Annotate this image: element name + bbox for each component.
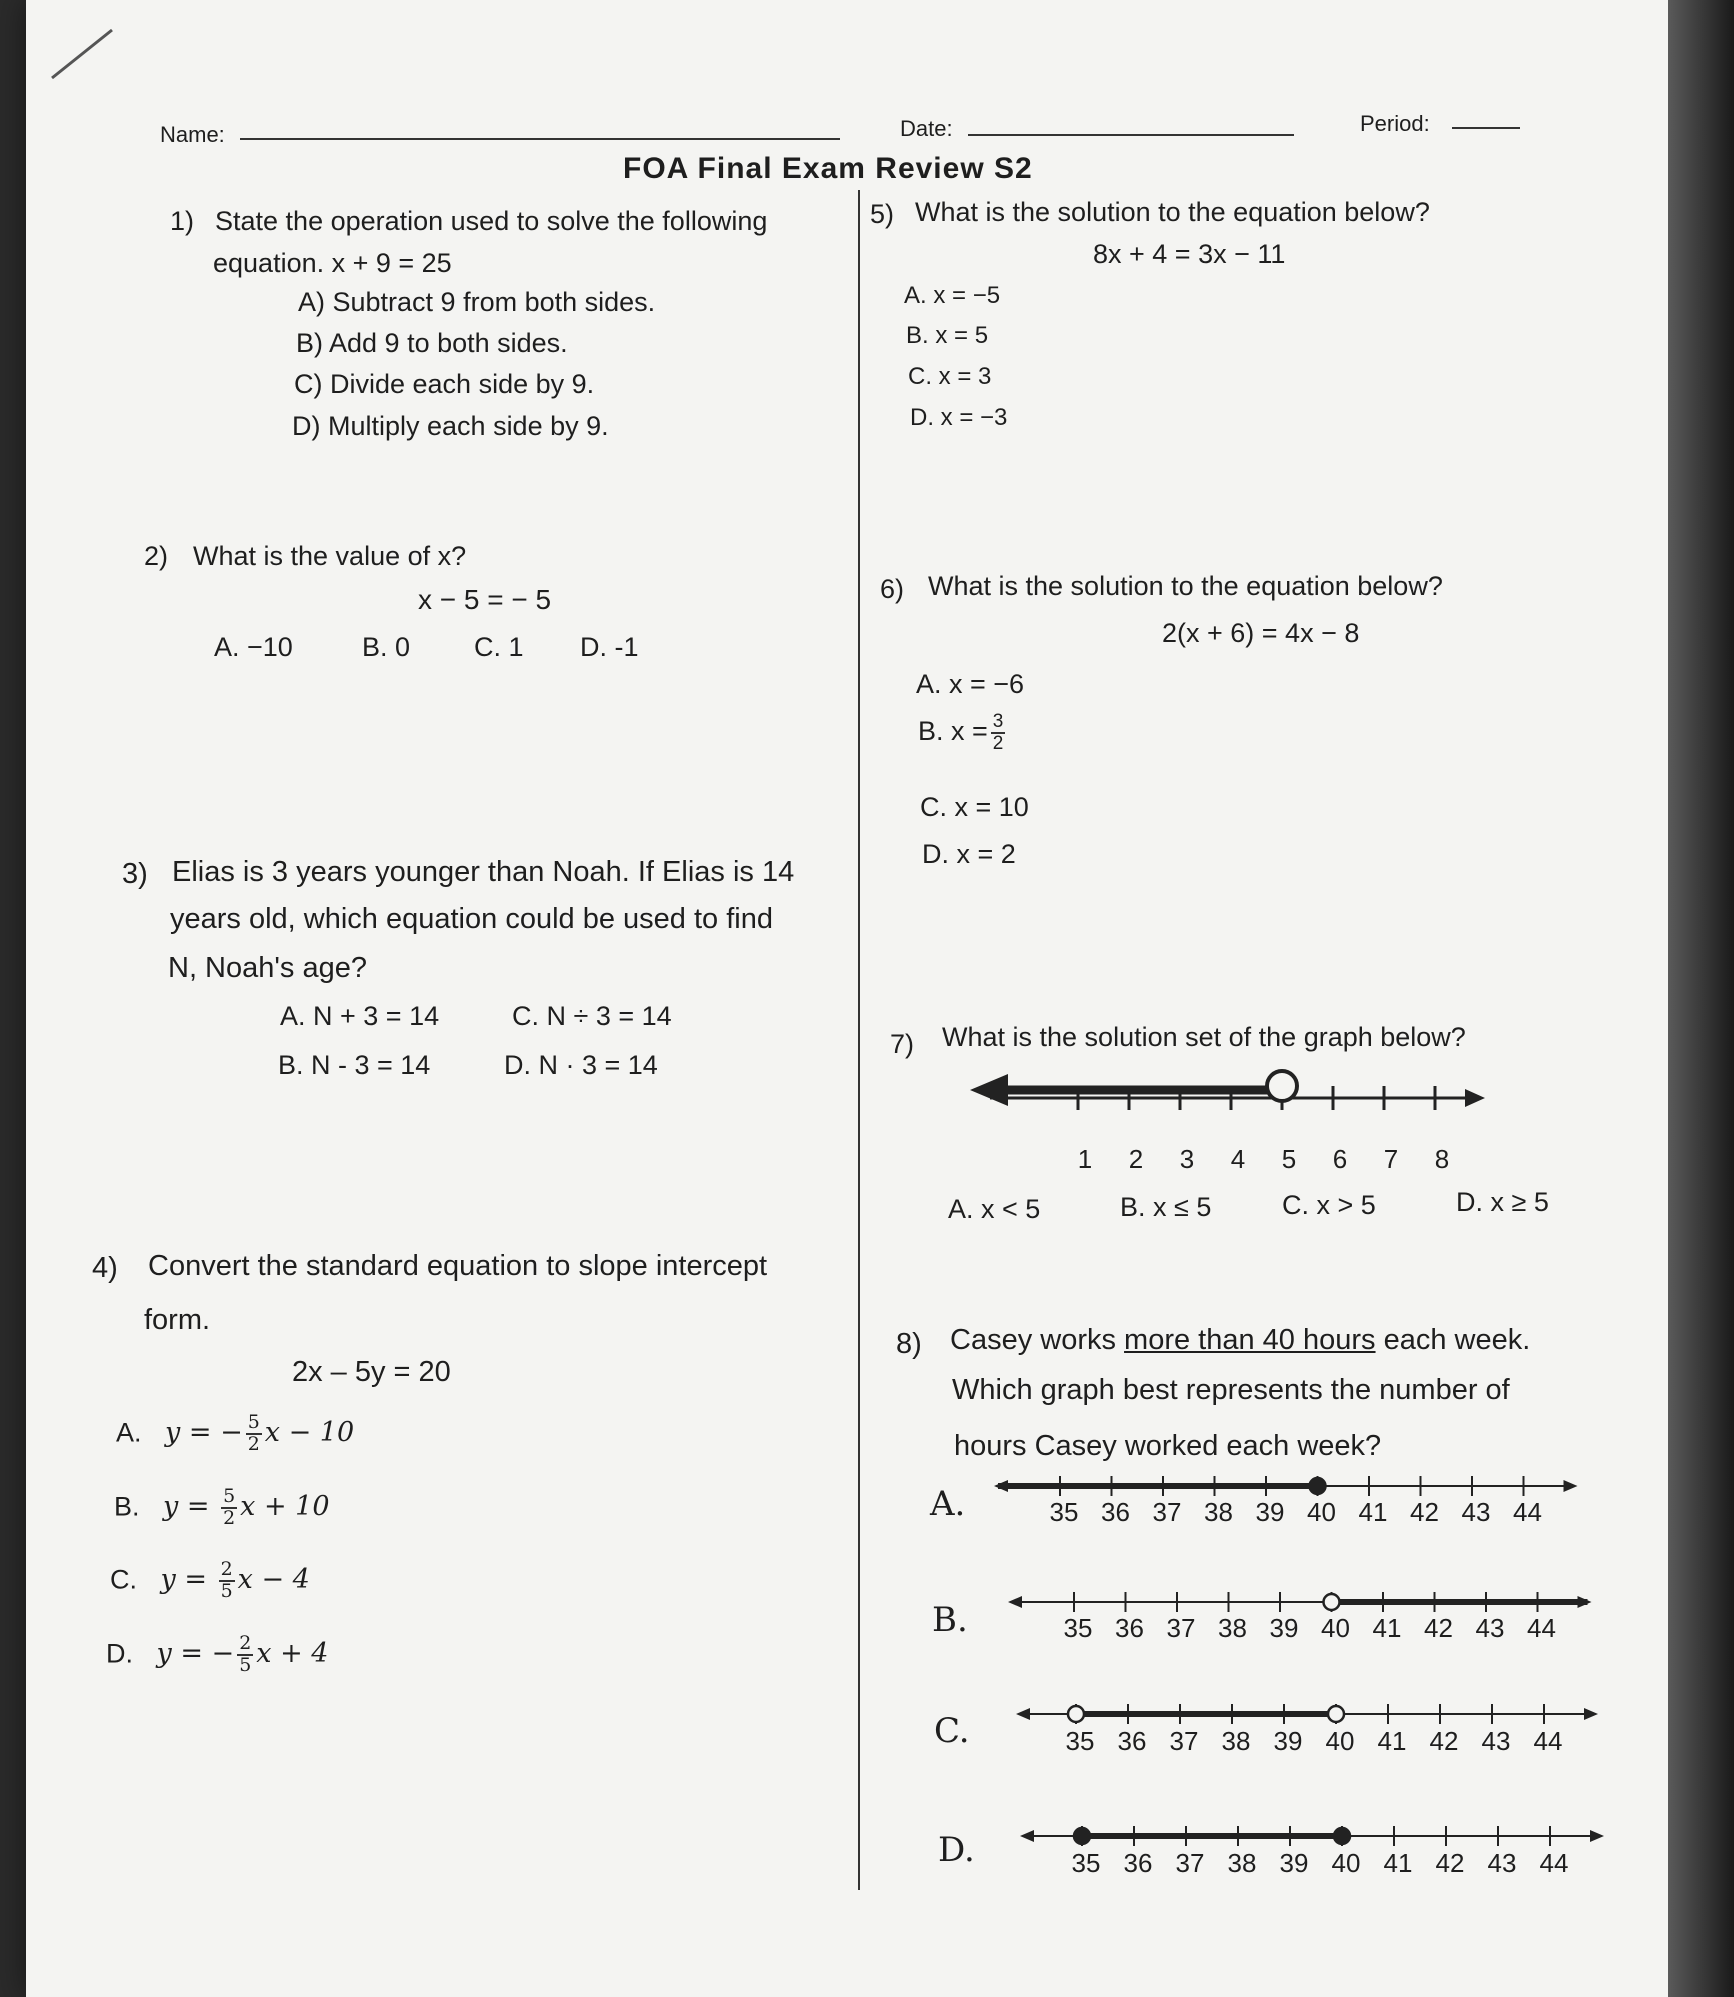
q8-graph-a-label-35: 35 bbox=[1049, 1497, 1079, 1527]
q8-graph-d-label-40: 40 bbox=[1331, 1848, 1361, 1878]
q1-option-a[interactable]: A) Subtract 9 from both sides. bbox=[298, 287, 656, 317]
q7-label-4: 4 bbox=[1230, 1144, 1246, 1174]
q4-option-a-letter: A. bbox=[116, 1417, 142, 1448]
q3-number: 3) bbox=[122, 858, 148, 890]
q1-option-b[interactable]: B) Add 9 to both sides. bbox=[296, 328, 568, 358]
q8-graph-b-point-40 bbox=[1324, 1594, 1340, 1610]
q8-graph-d-point-35 bbox=[1074, 1828, 1090, 1844]
q7-right-arrow bbox=[1465, 1089, 1485, 1107]
q8-graph-d-label-43: 43 bbox=[1487, 1848, 1517, 1878]
q7-option-a[interactable]: A. x < 5 bbox=[948, 1194, 1041, 1224]
q8-graph-a-label-39: 39 bbox=[1255, 1497, 1285, 1527]
q8-graph-d-label-42: 42 bbox=[1435, 1848, 1465, 1878]
q1-number: 1) bbox=[170, 206, 195, 236]
q8-graph-d-label-35: 35 bbox=[1071, 1848, 1101, 1878]
q8-graph-d-label-38: 38 bbox=[1227, 1848, 1257, 1878]
q7-label-3: 3 bbox=[1179, 1144, 1195, 1174]
q8-graph-a-label-43: 43 bbox=[1461, 1497, 1491, 1527]
q3-line2: years old, which equation could be used to find bbox=[170, 903, 773, 935]
q4-line1: Convert the standard equation to slope intercept bbox=[148, 1250, 768, 1282]
q1-option-c[interactable]: C) Divide each side by 9. bbox=[294, 369, 595, 399]
q6-question: What is the solution to the equation below? bbox=[928, 571, 1443, 601]
q6-option-d[interactable]: D. x = 2 bbox=[922, 839, 1016, 869]
q2-option-a[interactable]: A. −10 bbox=[214, 632, 293, 662]
q4-option-b-den: 2 bbox=[223, 1506, 236, 1529]
q4-option-c-letter: C. bbox=[110, 1564, 137, 1595]
q8-graph-a-label-36: 36 bbox=[1101, 1497, 1130, 1527]
q7-left-arrow bbox=[970, 1074, 1008, 1106]
q8-graph-a-label-44: 44 bbox=[1513, 1497, 1542, 1527]
pencil-mark bbox=[50, 28, 120, 88]
q2-option-c[interactable]: C. 1 bbox=[474, 632, 524, 662]
q5-equation: 8x + 4 = 3x − 11 bbox=[1093, 239, 1286, 269]
q8-line1 bbox=[950, 1323, 1530, 1358]
q1-line2: equation. x + 9 = 25 bbox=[213, 248, 452, 278]
q7-label-6: 6 bbox=[1332, 1144, 1348, 1174]
q8-graph-c-label-42: 42 bbox=[1429, 1726, 1459, 1756]
name-label: Name: bbox=[160, 122, 225, 147]
q4-option-c-prefix: y = bbox=[160, 1564, 216, 1596]
q8-graph-b-label-38: 38 bbox=[1218, 1613, 1247, 1643]
q7-option-d[interactable]: D. x ≥ 5 bbox=[1456, 1187, 1549, 1217]
q7-label-5: 5 bbox=[1281, 1144, 1297, 1174]
q2-option-d[interactable]: D. -1 bbox=[580, 632, 639, 662]
desk-background bbox=[1668, 0, 1734, 1997]
q8-graph-d-label-44: 44 bbox=[1539, 1848, 1569, 1878]
q7-label-1: 1 bbox=[1077, 1144, 1093, 1174]
q2-option-b[interactable]: B. 0 bbox=[362, 632, 411, 662]
q8-graph-b[interactable] bbox=[1018, 1582, 1608, 1622]
q8-graph-d-right-arrow bbox=[1590, 1830, 1604, 1842]
q8-line1-underlined: more than 40 hours bbox=[1124, 1324, 1376, 1356]
q7-number: 7) bbox=[890, 1029, 915, 1059]
q4-option-a[interactable] bbox=[116, 1413, 354, 1455]
q2-number: 2) bbox=[144, 541, 169, 571]
q4-option-c-suffix: x − 4 bbox=[237, 1564, 310, 1596]
q8-graph-c-label-41: 41 bbox=[1377, 1726, 1407, 1756]
q5-option-b[interactable]: B. x = 5 bbox=[906, 322, 989, 349]
period-blank[interactable] bbox=[1452, 127, 1520, 129]
q4-option-a-suffix: x − 10 bbox=[264, 1417, 355, 1449]
q6-equation: 2(x + 6) = 4x − 8 bbox=[1162, 618, 1360, 648]
q7-label-7: 7 bbox=[1383, 1144, 1399, 1174]
q4-option-a-prefix: y = − bbox=[165, 1417, 243, 1449]
q4-option-d-letter: D. bbox=[106, 1638, 133, 1669]
q8-graph-b-label-40: 40 bbox=[1321, 1613, 1350, 1643]
q3-option-b[interactable]: B. N - 3 = 14 bbox=[278, 1050, 431, 1080]
q4-option-d-den: 5 bbox=[239, 1653, 252, 1676]
q4-option-d-prefix: y = − bbox=[156, 1638, 235, 1670]
q7-question: What is the solution set of the graph below? bbox=[942, 1022, 1466, 1052]
q4-option-a-den: 2 bbox=[247, 1432, 260, 1455]
q8-option-a-letter[interactable]: A. bbox=[930, 1484, 966, 1524]
period-label: Period: bbox=[1360, 111, 1430, 136]
q4-number: 4) bbox=[92, 1252, 118, 1284]
q4-option-c[interactable] bbox=[110, 1560, 310, 1602]
q8-graph-a-point-40 bbox=[1310, 1478, 1326, 1494]
q8-graph-d-point-40 bbox=[1334, 1828, 1350, 1844]
q8-graph-c-label-36: 36 bbox=[1117, 1726, 1147, 1756]
q8-graph-a-label-37: 37 bbox=[1152, 1497, 1182, 1527]
q1-option-d[interactable]: D) Multiply each side by 9. bbox=[292, 411, 609, 441]
q7-option-b[interactable]: B. x ≤ 5 bbox=[1120, 1192, 1212, 1222]
q8-graph-c-label-35: 35 bbox=[1065, 1726, 1095, 1756]
q4-option-a-num: 5 bbox=[247, 1411, 260, 1433]
q8-line2: Which graph best represents the number of bbox=[952, 1374, 1510, 1406]
q5-option-c[interactable]: C. x = 3 bbox=[908, 363, 992, 390]
q8-option-b-letter[interactable]: B. bbox=[932, 1600, 968, 1640]
q3-option-c[interactable]: C. N ÷ 3 = 14 bbox=[512, 1001, 672, 1031]
q8-graph-c-label-44: 44 bbox=[1533, 1726, 1563, 1756]
q4-option-b[interactable] bbox=[114, 1487, 330, 1529]
q4-option-d-num: 2 bbox=[239, 1632, 252, 1654]
q8-line3: hours Casey worked each week? bbox=[954, 1430, 1382, 1462]
q8-graph-a-label-42: 42 bbox=[1410, 1497, 1439, 1527]
q5-option-d[interactable]: D. x = −3 bbox=[910, 404, 1008, 431]
q6-option-b-den: 2 bbox=[992, 732, 1004, 754]
q8-option-c-letter[interactable]: C. bbox=[934, 1711, 970, 1751]
page-title: FOA Final Exam Review S2 bbox=[623, 152, 1033, 185]
q6-option-c[interactable]: C. x = 10 bbox=[920, 792, 1029, 822]
q6-option-b-num: 3 bbox=[992, 711, 1004, 732]
q7-label-2: 2 bbox=[1128, 1144, 1144, 1174]
q8-graph-b-label-44: 44 bbox=[1527, 1613, 1556, 1643]
q8-option-d-letter[interactable]: D. bbox=[938, 1830, 975, 1870]
q8-graph-b-label-35: 35 bbox=[1063, 1613, 1093, 1643]
q3-option-d[interactable]: D. N · 3 = 14 bbox=[504, 1050, 658, 1080]
q8-graph-d-label-41: 41 bbox=[1383, 1848, 1413, 1878]
q3-line1: Elias is 3 years younger than Noah. If Elias is 14 bbox=[172, 856, 795, 888]
q8-graph-b-label-37: 37 bbox=[1166, 1613, 1196, 1643]
q6-option-a[interactable]: A. x = −6 bbox=[916, 669, 1025, 699]
q7-option-c[interactable]: C. x > 5 bbox=[1282, 1190, 1376, 1220]
q4-option-b-prefix: y = bbox=[163, 1491, 219, 1523]
column-divider bbox=[858, 190, 860, 1890]
q8-graph-c-point-35 bbox=[1068, 1706, 1084, 1722]
q8-graph-c-label-43: 43 bbox=[1481, 1726, 1511, 1756]
q8-graph-c-point-40 bbox=[1328, 1706, 1344, 1722]
q8-graph-d-label-39: 39 bbox=[1279, 1848, 1309, 1878]
q8-graph-b-label-42: 42 bbox=[1424, 1613, 1453, 1643]
q8-graph-c-label-39: 39 bbox=[1273, 1726, 1303, 1756]
q8-graph-c-label-37: 37 bbox=[1169, 1726, 1199, 1756]
date-blank[interactable] bbox=[968, 134, 1294, 136]
q4-line2: form. bbox=[144, 1304, 211, 1336]
q2-equation: x − 5 = − 5 bbox=[418, 584, 552, 615]
q8-graph-d[interactable] bbox=[1030, 1816, 1620, 1856]
q6-number: 6) bbox=[880, 574, 905, 604]
q5-number: 5) bbox=[870, 199, 895, 229]
q7-number-line bbox=[970, 1068, 1490, 1128]
q5-question: What is the solution to the equation below? bbox=[915, 197, 1430, 227]
q8-graph-d-label-36: 36 bbox=[1123, 1848, 1153, 1878]
q4-option-c-num: 2 bbox=[220, 1558, 233, 1580]
q8-graph-b-label-41: 41 bbox=[1372, 1613, 1402, 1643]
q4-equation: 2x – 5y = 20 bbox=[292, 1356, 451, 1388]
q5-option-a[interactable]: A. x = −5 bbox=[904, 282, 1001, 309]
date-label: Date: bbox=[900, 116, 953, 141]
q8-graph-c-label-38: 38 bbox=[1221, 1726, 1251, 1756]
name-blank[interactable] bbox=[240, 138, 840, 140]
q6-option-b-text: B. x = bbox=[918, 716, 988, 747]
q4-option-c-den: 5 bbox=[220, 1579, 233, 1602]
q4-option-b-letter: B. bbox=[114, 1491, 140, 1522]
q2-question: What is the value of x? bbox=[193, 541, 467, 571]
q7-open-circle bbox=[1267, 1071, 1297, 1101]
q8-line1-post: each week. bbox=[1375, 1324, 1531, 1356]
q3-line3: N, Noah's age? bbox=[168, 952, 367, 984]
q8-graph-a-label-40: 40 bbox=[1307, 1497, 1336, 1527]
q8-number: 8) bbox=[896, 1328, 922, 1360]
q4-option-d[interactable] bbox=[106, 1634, 328, 1676]
q4-option-b-num: 5 bbox=[223, 1485, 236, 1507]
q8-graph-d-label-37: 37 bbox=[1175, 1848, 1205, 1878]
q8-graph-a-label-38: 38 bbox=[1204, 1497, 1233, 1527]
q7-label-8: 8 bbox=[1434, 1144, 1450, 1174]
q8-graph-b-label-43: 43 bbox=[1475, 1613, 1505, 1643]
q8-graph-b-label-36: 36 bbox=[1115, 1613, 1144, 1643]
q4-option-b-suffix: x + 10 bbox=[240, 1491, 330, 1523]
q8-graph-a-label-41: 41 bbox=[1358, 1497, 1388, 1527]
q6-option-b[interactable] bbox=[918, 712, 1008, 754]
q4-option-d-suffix: x + 4 bbox=[256, 1638, 329, 1670]
q3-option-a[interactable]: A. N + 3 = 14 bbox=[280, 1001, 440, 1031]
q8-graph-b-label-39: 39 bbox=[1269, 1613, 1299, 1643]
q8-graph-c-right-arrow bbox=[1584, 1708, 1598, 1720]
q8-graph-c[interactable] bbox=[1026, 1694, 1616, 1734]
q8-line1-pre: Casey works bbox=[950, 1324, 1125, 1356]
q1-line1: State the operation used to solve the following bbox=[215, 206, 768, 236]
q8-graph-c-label-40: 40 bbox=[1325, 1726, 1355, 1756]
